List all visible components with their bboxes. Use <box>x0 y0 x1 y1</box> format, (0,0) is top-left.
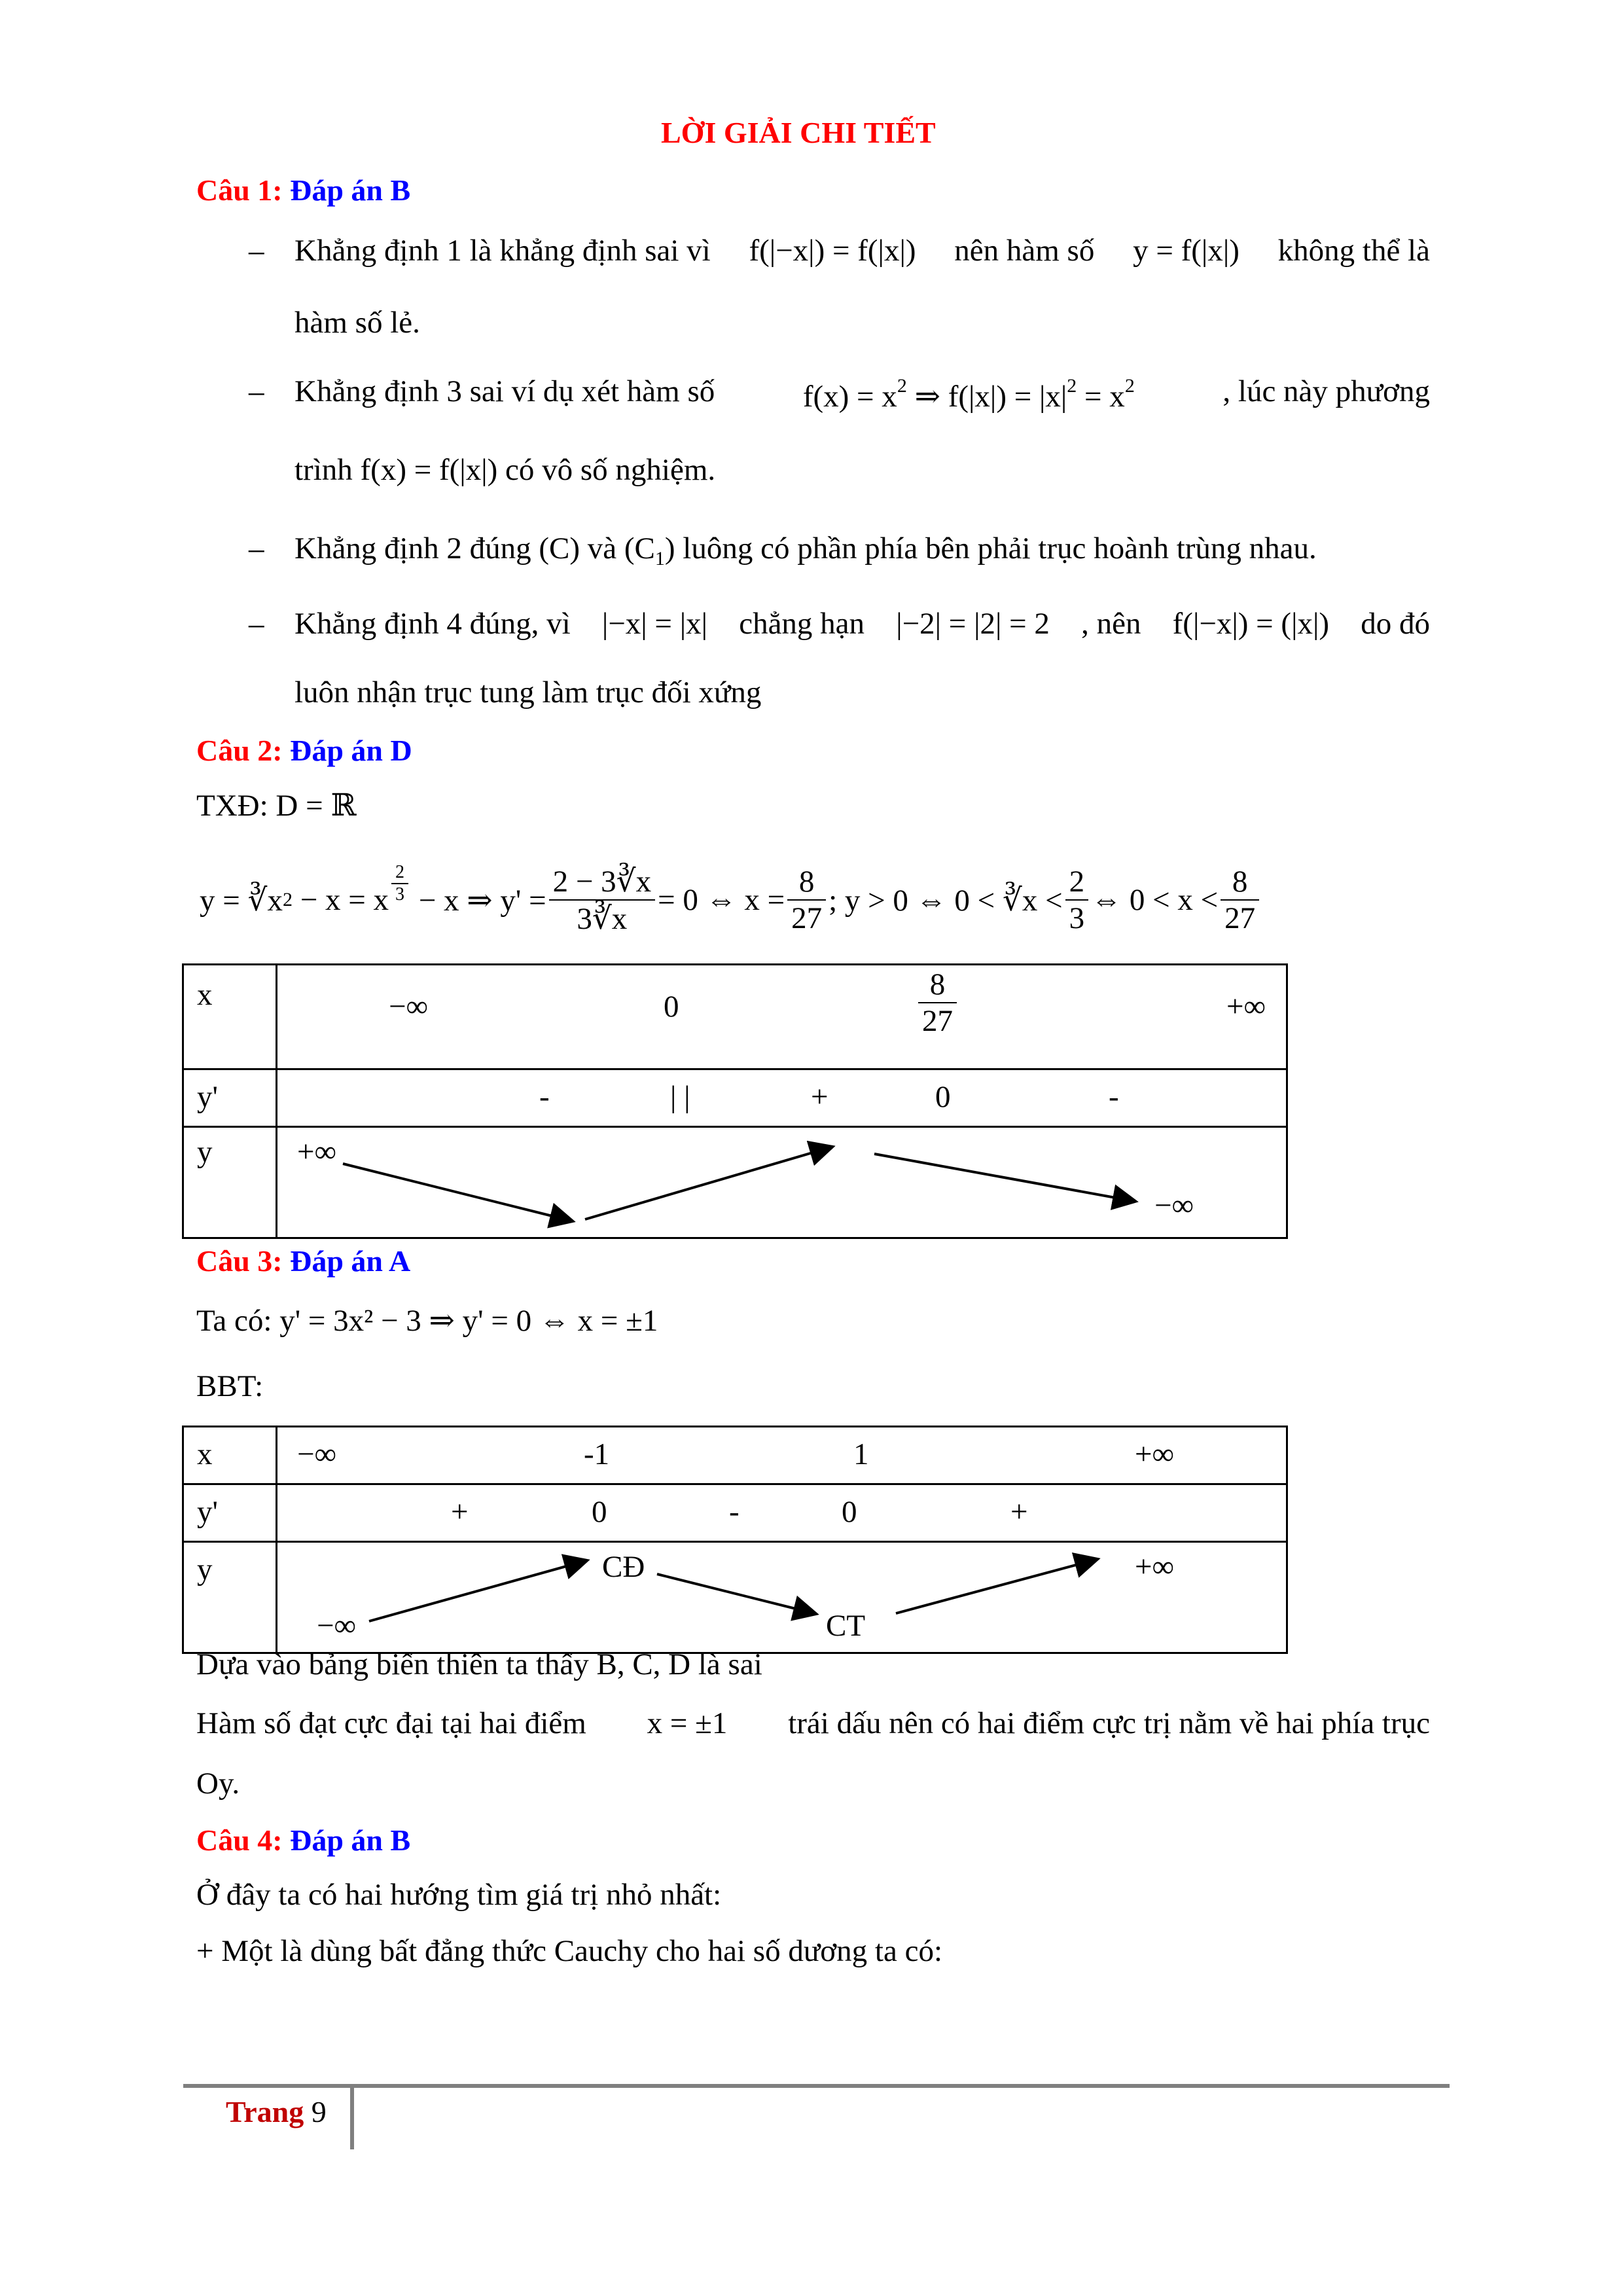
question-1-heading <box>196 173 410 207</box>
text: có vô số nghiệm. <box>505 453 716 487</box>
text: Khẳng định 1 là khẳng định sai vì <box>294 234 711 268</box>
y-pos-inf: +∞ <box>1135 1550 1175 1584</box>
text: trái dấu nên có hai điểm cực trị nằm về hai phía trục <box>788 1706 1430 1740</box>
x-values-cell <box>277 1427 1287 1484</box>
fraction: $\frac{8}{27}$ <box>1221 864 1259 936</box>
y-values-cell <box>277 1127 1287 1238</box>
text: Khẳng định 2 đúng (C) và <box>294 531 617 565</box>
y-pos-inf: +∞ <box>297 1135 337 1169</box>
q1-statement-1-line-2: hàm số lẻ. <box>294 306 420 340</box>
row-label-x: x <box>197 1437 213 1471</box>
arrow-up <box>585 1147 830 1219</box>
q3-bbt-label: BBT: <box>196 1369 264 1403</box>
yprime-values-cell <box>277 1069 1287 1127</box>
q1-bullet-3 <box>249 533 264 564</box>
page-number <box>226 2094 327 2129</box>
text: nên hàm số <box>954 234 1095 268</box>
q3-variation-table <box>182 1426 1288 1654</box>
q1-statement-2-line-2 <box>294 455 715 486</box>
formula: y = f(|x|) <box>1133 234 1240 268</box>
row-label-y: y <box>197 1552 213 1587</box>
bullet-dash: – <box>249 531 264 565</box>
row-label-yprime: y' <box>197 1495 218 1529</box>
text: không thể là <box>1277 234 1430 268</box>
bullet-dash: – <box>249 234 264 268</box>
text: Hàm số đạt cực đại tại hai điểm <box>196 1706 586 1740</box>
q3-derivative: Ta có: y' = 3x² − 3 ⇒ y' = 0 ⇔ x = ±1 <box>196 1304 658 1338</box>
question-3-answer: Đáp án A <box>290 1244 411 1278</box>
y-values-cell <box>277 1542 1287 1653</box>
formula: $(C_1)$ <box>624 531 675 569</box>
x-zero: 0 <box>664 990 679 1024</box>
q3-conclusion-2 <box>196 1708 1430 1739</box>
q1-statement-1-line-1 <box>294 236 1430 266</box>
text: , lúc này phương <box>1222 374 1430 408</box>
q1-statement-3 <box>294 533 1317 569</box>
text: , nên <box>1081 607 1141 641</box>
q1-statement-4-line-2: luôn nhận trục tung làm trục đối xứng <box>294 675 762 709</box>
q4-line-1: Ở đây ta có hai hướng tìm giá trị nhỏ nhất: <box>196 1878 722 1912</box>
y-neg-inf: −∞ <box>1154 1189 1194 1223</box>
x-neg-inf: −∞ <box>297 1437 337 1471</box>
q2-domain: TXĐ: D = ℝ <box>196 789 357 823</box>
q3-conclusion-1: Dựa vào bảng biến thiên ta thấy B, C, D là sai <box>196 1647 762 1681</box>
page-label: Trang <box>226 2095 304 2128</box>
text: Khẳng định 4 đúng, vì <box>294 607 571 641</box>
question-2-number: Câu 2: <box>196 734 283 767</box>
footer-vertical-divider <box>350 2087 354 2149</box>
question-1-answer: Đáp án B <box>290 173 411 207</box>
x-pos-inf: +∞ <box>1135 1437 1175 1471</box>
sign-negative: - <box>1109 1080 1119 1114</box>
bullet-dash: – <box>249 374 264 408</box>
zero-mark: 0 <box>842 1495 857 1529</box>
row-label-y: y <box>197 1135 213 1169</box>
formula: $f(x) = x^2$ ⇒ $f(|x|) = |x|^2 = x^2$ <box>802 375 1135 414</box>
local-min-label: CT <box>826 1609 866 1643</box>
x-one: 1 <box>853 1437 869 1471</box>
sign-positive: + <box>1010 1495 1028 1529</box>
formula: f(|−x|) = (|x|) <box>1172 607 1330 641</box>
bullet-dash: – <box>249 607 264 641</box>
question-3-number: Câu 3: <box>196 1244 283 1278</box>
x-values-cell <box>277 965 1287 1069</box>
question-3-heading <box>196 1244 410 1278</box>
q1-bullet-4 <box>249 609 264 639</box>
q3-conclusion-3: Oy. <box>196 1767 240 1801</box>
sign-positive: + <box>451 1495 469 1529</box>
zero-mark: 0 <box>592 1495 607 1529</box>
formula: x = ±1 <box>647 1706 728 1740</box>
arrow-down <box>657 1574 814 1613</box>
undefined-mark: | | <box>670 1080 690 1114</box>
fraction: $\frac{8}{27}$ <box>787 864 826 936</box>
fraction: $\frac{2}{3}$ <box>1065 864 1089 936</box>
local-max-label: CĐ <box>602 1550 645 1584</box>
q1-statement-2-line-1 <box>294 376 1430 412</box>
q4-line-2: + Một là dùng bất đẳng thức Cauchy cho hai số dương ta có: <box>196 1934 943 1968</box>
page-number-value: 9 <box>311 2095 327 2128</box>
row-label-yprime: y' <box>197 1080 218 1114</box>
formula: f(|−x|) = f(|x|) <box>749 234 916 268</box>
question-4-answer: Đáp án B <box>290 1823 411 1857</box>
question-1-number: Câu 1: <box>196 173 283 207</box>
question-4-number: Câu 4: <box>196 1823 283 1857</box>
zero-mark: 0 <box>935 1080 951 1114</box>
row-label-x: x <box>197 978 213 1012</box>
sign-negative: - <box>729 1495 740 1529</box>
footer-divider <box>183 2084 1450 2088</box>
arrow-up <box>369 1561 585 1621</box>
text: trình <box>294 453 353 487</box>
q1-statement-4-line-1 <box>294 609 1430 639</box>
exponent-fraction: $\frac{2}{3}$ <box>391 862 408 905</box>
q2-variation-table <box>182 963 1288 1239</box>
page-heading: LỜI GIẢI CHI TIẾT <box>661 116 936 149</box>
text: Khẳng định 3 sai ví dụ xét hàm số <box>294 374 715 408</box>
x-pos-inf: +∞ <box>1226 990 1266 1024</box>
question-2-heading <box>196 733 412 768</box>
formula: |−2| = |2| = 2 <box>896 607 1050 641</box>
y-neg-inf: −∞ <box>317 1609 357 1643</box>
arrow-up <box>896 1560 1096 1613</box>
question-4-heading <box>196 1823 410 1857</box>
q2-derivative-equation: y = ∛x 2 − x = x $\frac{2}{3}$ − x ⇒ y' = $\frac{2 - 3∛x}{3∛x}$ = 0 ⇔ x = $\frac{8}{27}$ ; y > 0 ⇔ 0 < ∛x < $\frac{2}{3}$ ⇔ 0 < x < $\frac{8}{27}$ <box>200 857 1262 942</box>
formula: f(x) = f(|x|) <box>360 453 498 487</box>
text: chẳng hạn <box>739 607 865 641</box>
formula: |−x| = |x| <box>601 607 708 641</box>
yprime-values-cell <box>277 1484 1287 1542</box>
x-minus-one: -1 <box>584 1437 610 1471</box>
q1-bullet-2 <box>249 376 264 407</box>
sign-positive: + <box>811 1080 829 1114</box>
arrow-down <box>874 1154 1133 1201</box>
fraction: $\frac{2 - 3∛x}{3∛x}$ <box>549 863 655 937</box>
variation-arrows <box>277 1543 1289 1654</box>
text: luông có phần phía bên phải trục hoành trùng nhau. <box>683 531 1317 565</box>
text: do đó <box>1361 607 1430 641</box>
variation-arrows <box>277 1128 1289 1239</box>
x-neg-inf: −∞ <box>389 990 429 1024</box>
x-critical-fraction: $\frac{8}{27}$ <box>918 967 957 1039</box>
question-2-answer: Đáp án D <box>290 734 412 767</box>
sign-negative: - <box>539 1080 550 1114</box>
arrow-down <box>343 1164 571 1221</box>
